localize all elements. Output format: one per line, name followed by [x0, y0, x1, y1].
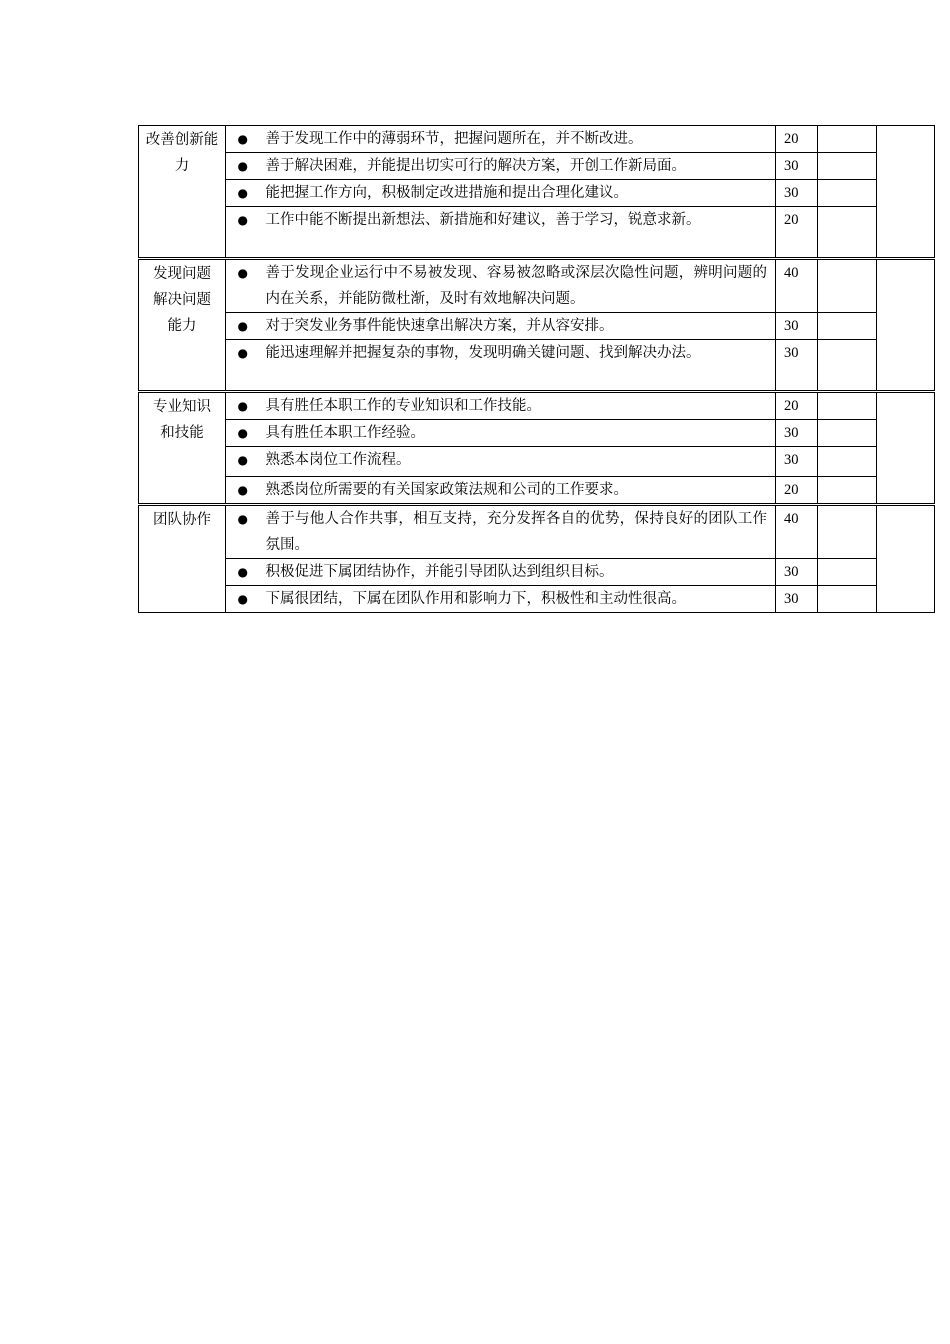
score-cell: 40 [776, 259, 818, 313]
rating-cell[interactable] [818, 420, 877, 447]
category-label: 团队协作 [153, 512, 211, 528]
group-total-cell[interactable] [877, 392, 935, 505]
bullet-icon: ● [226, 447, 260, 477]
bullet-icon: ● [226, 153, 260, 180]
bullet-icon: ● [226, 259, 260, 313]
table-row [139, 586, 935, 613]
table-row [139, 207, 935, 259]
table-row [139, 153, 935, 180]
table-row [139, 420, 935, 447]
category-label: 发现问题解决问题能力 [153, 266, 211, 334]
criterion-text: 熟悉本岗位工作流程。 [260, 447, 776, 477]
rating-cell[interactable] [818, 180, 877, 207]
table-row [139, 313, 935, 340]
criterion-text: 具有胜任本职工作经验。 [260, 420, 776, 447]
criterion-text: 积极促进下属团结协作，并能引导团队达到组织目标。 [260, 559, 776, 586]
rating-cell[interactable] [818, 559, 877, 586]
bullet-icon: ● [226, 340, 260, 392]
table-row [139, 259, 935, 313]
table-row [139, 126, 935, 153]
table-row [139, 180, 935, 207]
rating-cell[interactable] [818, 153, 877, 180]
bullet-icon: ● [226, 180, 260, 207]
rating-cell[interactable] [818, 259, 877, 313]
evaluation-sheet [138, 125, 934, 613]
rating-cell[interactable] [818, 340, 877, 392]
group-total-cell[interactable] [877, 259, 935, 392]
category-cell [139, 505, 226, 613]
rating-cell[interactable] [818, 207, 877, 259]
criterion-text: 善于解决困难，并能提出切实可行的解决方案，开创工作新局面。 [260, 153, 776, 180]
criterion-text: 工作中能不断提出新想法、新措施和好建议，善于学习，锐意求新。 [260, 207, 776, 259]
group-total-cell[interactable] [877, 505, 935, 613]
table-row [139, 392, 935, 420]
category-cell [139, 126, 226, 259]
table-row [139, 447, 935, 477]
criterion-text: 能迅速理解并把握复杂的事物，发现明确关键问题、找到解决办法。 [260, 340, 776, 392]
table-row [139, 340, 935, 392]
criterion-text: 对于突发业务事件能快速拿出解决方案，并从容安排。 [260, 313, 776, 340]
category-label: 改善创新能力 [145, 132, 219, 174]
score-cell: 30 [776, 586, 818, 613]
score-cell: 20 [776, 207, 818, 259]
score-cell: 40 [776, 505, 818, 559]
rating-cell[interactable] [818, 477, 877, 505]
bullet-icon: ● [226, 586, 260, 613]
group-total-cell[interactable] [877, 126, 935, 259]
bullet-icon: ● [226, 313, 260, 340]
bullet-icon: ● [226, 207, 260, 259]
score-cell: 30 [776, 153, 818, 180]
bullet-icon: ● [226, 420, 260, 447]
table-row [139, 559, 935, 586]
score-cell: 30 [776, 447, 818, 477]
criterion-text: 善于发现企业运行中不易被发现、容易被忽略或深层次隐性问题，辨明问题的内在关系，并能防微杜渐，及时有效地解决问题。 [260, 259, 776, 313]
score-cell: 30 [776, 180, 818, 207]
score-cell: 30 [776, 559, 818, 586]
bullet-icon: ● [226, 559, 260, 586]
score-cell: 30 [776, 313, 818, 340]
score-cell: 20 [776, 392, 818, 420]
score-cell: 20 [776, 126, 818, 153]
table-row [139, 505, 935, 559]
bullet-icon: ● [226, 392, 260, 420]
evaluation-table [138, 125, 935, 613]
rating-cell[interactable] [818, 447, 877, 477]
criterion-text: 善于发现工作中的薄弱环节，把握问题所在，并不断改进。 [260, 126, 776, 153]
rating-cell[interactable] [818, 586, 877, 613]
rating-cell[interactable] [818, 392, 877, 420]
criterion-text: 具有胜任本职工作的专业知识和工作技能。 [260, 392, 776, 420]
bullet-icon: ● [226, 505, 260, 559]
category-cell [139, 259, 226, 392]
rating-cell[interactable] [818, 505, 877, 559]
table-row [139, 477, 935, 505]
score-cell: 30 [776, 340, 818, 392]
category-label: 专业知识和技能 [153, 399, 211, 441]
rating-cell[interactable] [818, 126, 877, 153]
bullet-icon: ● [226, 126, 260, 153]
criterion-text: 善于与他人合作共事，相互支持，充分发挥各自的优势，保持良好的团队工作氛围。 [260, 505, 776, 559]
score-cell: 20 [776, 477, 818, 505]
criterion-text: 熟悉岗位所需要的有关国家政策法规和公司的工作要求。 [260, 477, 776, 505]
bullet-icon: ● [226, 477, 260, 505]
rating-cell[interactable] [818, 313, 877, 340]
score-cell: 30 [776, 420, 818, 447]
category-cell [139, 392, 226, 505]
criterion-text: 下属很团结，下属在团队作用和影响力下，积极性和主动性很高。 [260, 586, 776, 613]
criterion-text: 能把握工作方向，积极制定改进措施和提出合理化建议。 [260, 180, 776, 207]
